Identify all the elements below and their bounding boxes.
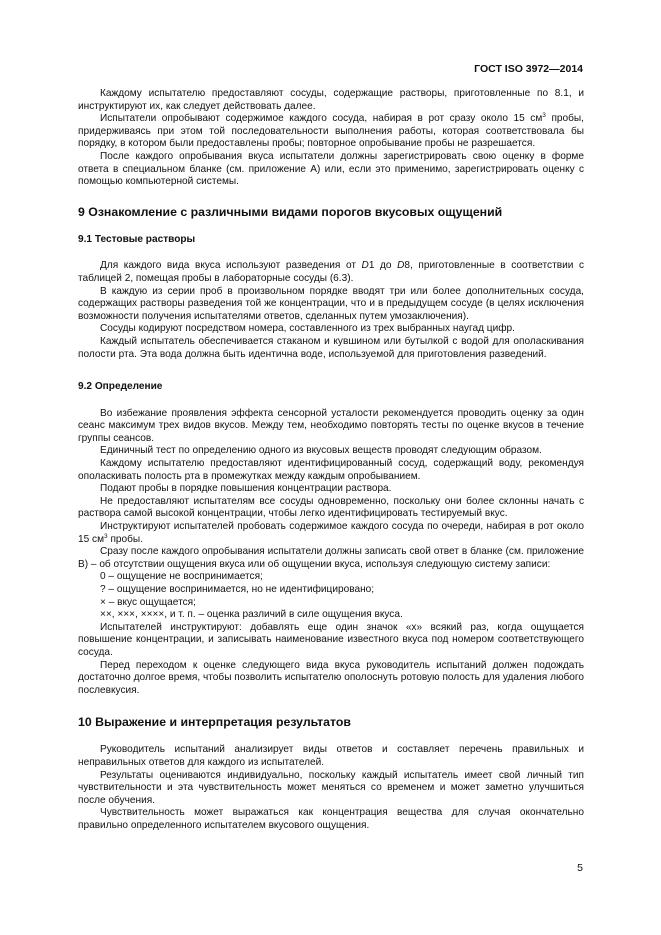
- list-item: ? – ощущение воспринимается, но не идентифицировано;: [100, 584, 375, 595]
- paragraph: В каждую из серии проб в произвольном порядке вводят три или более дополнительных сосуда, содержащих растворы разведения той же концентрации, что и в предыдущем сосуде (в целях исключения возможности получения испытателями ответов, сделанных путем умозаключения).: [78, 285, 584, 322]
- paragraph: Результаты оцениваются индивидуально, поскольку каждый испытатель имеет свой личный тип чувствительности и эта чувствительность может меняться со временем и может заметно улучшиться после обучения.: [78, 769, 584, 806]
- paragraph: Испытатели опробывают содержимое каждого сосуда, набирая в рот сразу около 15 $см^3$ пробы, придерживаясь при этом той последовательности выполнения работы, которая соответствовала бы порядку, в котором были предоставлены пробы; повторное опробывание пробы не разрешается.: [78, 112, 584, 150]
- paragraph: Для каждого вида вкуса используют разведения от D1 до D8, приготовленные в соответствии с таблицей 2, помещая пробы в лабораторные сосуды (6.3).: [78, 260, 584, 284]
- paragraph: Чувствительность может выражаться как концентрация вещества для случая окончательно правильно определенного испытателем вкусового ощущения.: [78, 807, 584, 831]
- paragraph: Руководитель испытаний анализирует виды ответов и составляет перечень правильных и неправильных ответов для каждого из испытателей.: [78, 744, 584, 768]
- subsection-heading: 9.1 Тестовые растворы: [78, 233, 196, 245]
- paragraph: Испытателей инструктируют: добавлять еще один значок «х» всякий раз, когда ощущается повышение концентрации, и записывать наименование известного вкуса под номером соответствующего сосуда.: [78, 621, 584, 658]
- paragraph: Каждому испытателю предоставляют идентифицированный сосуд, содержащий воду, рекомендуя ополаскивать полость рта в промежутках между каждым опробыванием.: [78, 458, 584, 482]
- paragraph: Перед переходом к оценке следующего вида вкуса руководитель испытаний должен подождать достаточно долгое время, чтобы позволить испытателю ополоснуть ротовую полость для удаления любого послевкусия.: [78, 659, 584, 696]
- paragraph: Каждому испытателю предоставляют сосуды, содержащие растворы, приготовленные по 8.1, и инструктируют их, как следует действовать далее.: [78, 88, 584, 112]
- paragraph: Сосуды кодируют посредством номера, составленного из трех выбранных наугад цифр.: [100, 323, 515, 335]
- page-content: [78, 88, 584, 833]
- subsection-heading: 9.2 Определение: [78, 381, 163, 393]
- paragraph: Не предоставляют испытателям все сосуды одновременно, поскольку они более склонны начать с раствора самой высокой концентрации, чтобы легко идентифицировать тестируемый вкус.: [78, 495, 584, 520]
- page-number: 5: [577, 862, 583, 874]
- paragraph: Каждый испытатель обеспечивается стаканом и кувшином или бутылкой с водой для ополаскивания полости рта. Эта вода должна быть идентична воде, используемой для приготовления разведений.: [78, 335, 584, 360]
- list-item: × – вкус ощущается;: [100, 596, 196, 608]
- list-item: ××, ×××, ××××, и т. п. – оценка различий в силе ощущения вкуса.: [100, 609, 403, 621]
- paragraph: Подают пробы в порядке повышения концентрации раствора.: [100, 483, 392, 495]
- paragraph: Единичный тест по определению одного из вкусовых веществ проводят следующим образом.: [100, 445, 542, 457]
- paragraph: Во избежание проявления эффекта сенсорной усталости рекомендуется проводить оценку за один сеанс максимум трех видов вкусов. Между тем, необходимо повторять тесты по оценке вкусов в течение группы сеансов.: [78, 407, 584, 444]
- section-heading: 9 Ознакомление с различными видами порогов вкусовых ощущений: [78, 204, 503, 219]
- paragraph: После каждого опробывания вкуса испытатели должны зарегистрировать свою оценку в форме ответа в специальном бланке (см. приложение А) или, если это применимо, зарегистрировать оценку с помощью компьютерной системы.: [78, 150, 584, 188]
- list-item: 0 – ощущение не воспринимается;: [100, 571, 263, 583]
- paragraph: Сразу после каждого опробывания испытатели должны записать свой ответ в бланке (см. приложение В) – об отсутствии ощущения вкуса или об ощущении вкуса, используя следующую систему записи:: [78, 546, 584, 570]
- paragraph: Инструктируют испытателей пробовать содержимое каждого сосуда по очереди, набирая в рот около 15 $см^3$ пробы.: [78, 521, 584, 545]
- standard-header: ГОСТ ISO 3972—2014: [474, 63, 583, 75]
- section-heading: 10 Выражение и интерпретация результатов: [78, 715, 351, 730]
